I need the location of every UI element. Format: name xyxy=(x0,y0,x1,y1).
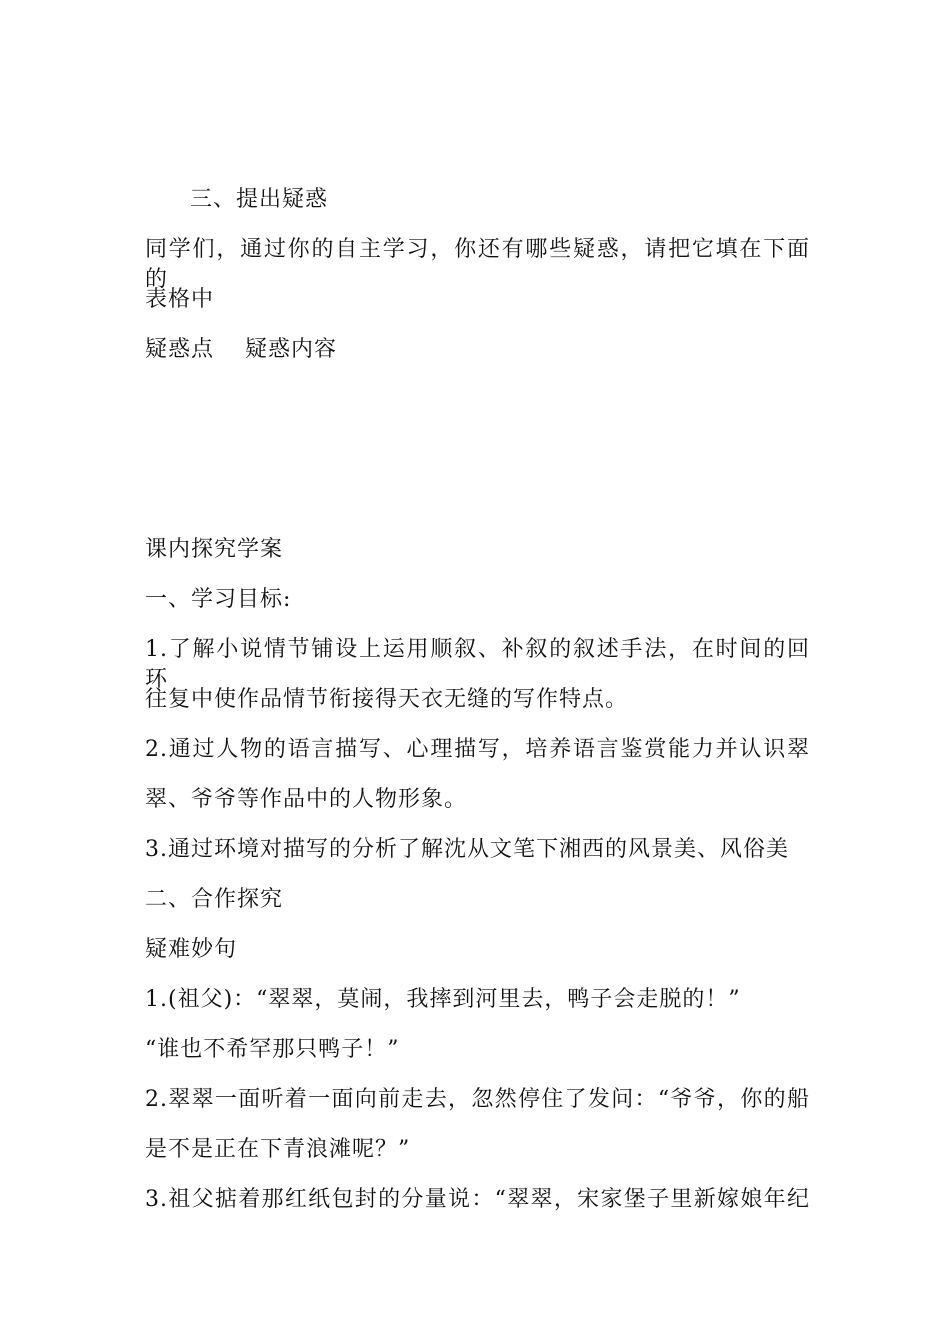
cooperative-inquiry-heading: 二、合作探究 xyxy=(145,887,284,912)
goal-1-line-1: 1.了解小说情节铺设上运用顺叙、补叙的叙述手法，在时间的回环 xyxy=(145,637,810,692)
sentence-2-line-2: 是不是正在下青浪滩呢？” xyxy=(145,1137,411,1162)
intro-line-2: 表格中 xyxy=(145,287,215,312)
sentence-1-line-2: “谁也不希罕那只鸭子！” xyxy=(145,1037,400,1062)
sentence-3-line-1: 3.祖父掂着那红纸包封的分量说：“翠翠，宋家堡子里新嫁娘年纪 xyxy=(145,1187,810,1212)
goal-3: 3.通过环境对描写的分析了解沈从文笔下湘西的风景美、风俗美 xyxy=(145,837,789,862)
section-heading-raise-questions: 三、提出疑惑 xyxy=(190,187,329,212)
sentence-2-line-1: 2.翠翠一面听着一面向前走去，忽然停住了发问：“爷爷，你的船 xyxy=(145,1087,810,1112)
table-col-question-content: 疑惑内容 xyxy=(245,337,338,362)
question-table-header xyxy=(145,335,810,365)
classwork-title: 课内探究学案 xyxy=(145,537,284,562)
goal-2-line-1: 2.通过人物的语言描写、心理描写，培养语言鉴赏能力并认识翠 xyxy=(145,737,810,762)
intro-line-1: 同学们，通过你的自主学习，你还有哪些疑惑，请把它填在下面的 xyxy=(145,237,810,292)
goal-2-line-2: 翠、爷爷等作品中的人物形象。 xyxy=(145,787,468,812)
goal-1-line-2: 往复中使作品情节衔接得天衣无缝的写作特点。 xyxy=(145,687,629,712)
goals-heading: 一、学习目标: xyxy=(145,587,292,612)
sentence-1-line-1: 1.(祖父)：“翠翠，莫闹，我摔到河里去，鸭子会走脱的！” xyxy=(145,987,741,1012)
difficult-sentences-heading: 疑难妙句 xyxy=(145,937,238,962)
table-col-question-point: 疑惑点 xyxy=(145,337,215,362)
